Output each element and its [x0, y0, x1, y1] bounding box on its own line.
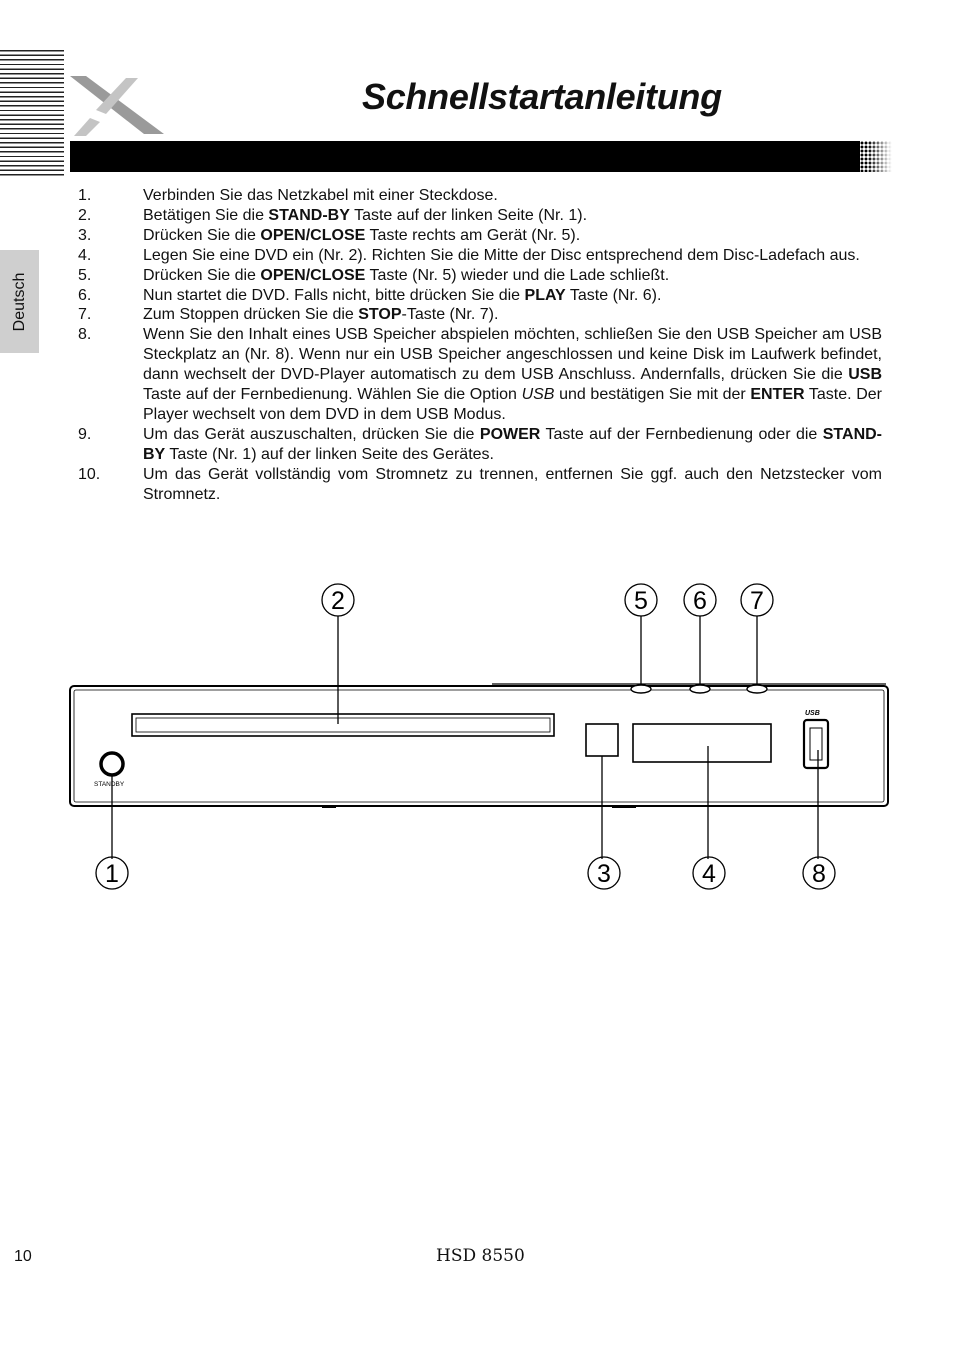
usb-port: [804, 720, 828, 768]
instruction-step: [78, 305, 882, 325]
header-stripes: [0, 50, 64, 178]
instruction-step: [78, 425, 882, 465]
step-text: STAND-BY: [268, 206, 350, 224]
step-text: Taste. Der Player wechselt von dem DVD in dem USB Modus.: [143, 386, 882, 423]
step-number: 6.: [78, 286, 92, 304]
step-text: STAND-BY: [143, 425, 882, 463]
callout-2: 2: [331, 587, 345, 615]
disc-tray: [132, 714, 554, 736]
step-text: Taste auf der Fernbedienung. Wählen Sie die Option: [143, 386, 522, 404]
step-number: 1.: [78, 187, 92, 204]
step-number: 9.: [78, 425, 92, 443]
callout-7: 7: [750, 587, 764, 615]
instruction-step: [78, 246, 882, 266]
step-text: Taste (Nr. 6).: [565, 286, 662, 304]
step-number: 4.: [78, 246, 92, 264]
step-text: Taste auf der Fernbedienung oder die: [540, 425, 823, 443]
step-number: 5.: [78, 266, 92, 284]
callout-8: 8: [812, 860, 826, 888]
xoro-logo: [66, 74, 170, 138]
instruction-step: [78, 325, 882, 425]
step-text: OPEN/CLOSE: [260, 226, 366, 244]
play-button: [690, 685, 710, 693]
step-number: 8.: [78, 326, 92, 344]
instruction-step: [78, 186, 882, 206]
ir-sensor: [586, 724, 618, 756]
dvd-player-diagram: [60, 578, 900, 898]
step-number: 7.: [78, 306, 92, 324]
usb-port-slot: [810, 728, 822, 760]
page-number: 10: [14, 1248, 32, 1265]
callout-1: 1: [105, 860, 119, 888]
language-tab-label: Deutsch: [10, 272, 28, 331]
header-bar-dots: [848, 141, 892, 172]
step-text: Wenn Sie den Inhalt eines USB Speicher abspielen möchten, schließen Sie den USB Speicher am USB Steckplatz an (Nr. 8). Wenn nur ein USB Speicher angeschlossen und keine Disk im Laufwerk befindet, dann wechselt der DVD-Player automatisch zu dem USB Anschluss. Andernfalls, drücken Sie die: [143, 326, 882, 384]
language-tab: [0, 250, 39, 353]
step-text: USB: [521, 386, 555, 404]
callout-4: 4: [702, 860, 716, 888]
callout-6: 6: [693, 587, 707, 615]
step-text: Drücken Sie die: [143, 226, 261, 244]
callout-5: 5: [634, 587, 648, 615]
model-name: HSD 8550: [436, 1246, 525, 1266]
step-text: Nun startet die DVD. Falls nicht, bitte drücken Sie die: [143, 286, 525, 304]
step-text: Legen Sie eine DVD ein (Nr. 2). Richten Sie die Mitte der Disc entsprechend dem Disc-Ladefach aus.: [143, 246, 860, 264]
step-text: Taste (Nr. 1) auf der linken Seite des Gerätes.: [165, 445, 494, 463]
device-front-inner: [74, 690, 884, 802]
step-text: Um das Gerät auszuschalten, drücken Sie die: [143, 425, 480, 443]
step-text: -Taste (Nr. 7).: [401, 306, 499, 324]
page-title: Schnellstartanleitung: [362, 76, 722, 117]
step-text: Drücken Sie die: [143, 266, 261, 284]
header-bar: [70, 141, 860, 172]
standby-button: [101, 753, 123, 775]
step-text: PLAY: [524, 286, 566, 304]
step-number: 3.: [78, 226, 92, 244]
step-text: Taste auf der linken Seite (Nr. 1).: [349, 206, 588, 224]
step-text: OPEN/CLOSE: [260, 266, 366, 284]
display-window: [633, 724, 771, 762]
step-text: Betätigen Sie die: [143, 206, 269, 224]
instruction-step: [78, 266, 882, 286]
instruction-list: [78, 186, 882, 505]
usb-label: USB: [805, 710, 820, 717]
instruction-step: [78, 226, 882, 246]
step-text: Taste rechts am Gerät (Nr. 5).: [365, 226, 581, 244]
instruction-step: [78, 286, 882, 306]
step-text: ENTER: [750, 386, 805, 404]
open-close-button: [631, 685, 651, 693]
instruction-step: [78, 465, 882, 505]
stop-button: [747, 685, 767, 693]
step-number: 2.: [78, 206, 92, 224]
step-text: Verbinden Sie das Netzkabel mit einer Steckdose.: [143, 187, 498, 204]
step-text: und bestätigen Sie mit der: [554, 386, 751, 404]
step-text: STOP: [358, 306, 402, 324]
disc-tray-inner: [136, 718, 550, 732]
step-text: Zum Stoppen drücken Sie die: [143, 306, 359, 324]
step-text: USB: [848, 366, 882, 384]
step-number: 10.: [78, 465, 101, 483]
standby-label: STANDBY: [94, 781, 125, 788]
callout-3: 3: [597, 860, 611, 888]
step-text: POWER: [479, 425, 541, 443]
step-text: Um das Gerät vollständig vom Stromnetz zu trennen, entfernen Sie ggf. auch den Netzstecker vom Stromnetz.: [143, 465, 882, 503]
instruction-step: [78, 206, 882, 226]
step-text: Taste (Nr. 5) wieder und die Lade schließt.: [365, 266, 670, 284]
device-front-panel: [70, 686, 888, 806]
